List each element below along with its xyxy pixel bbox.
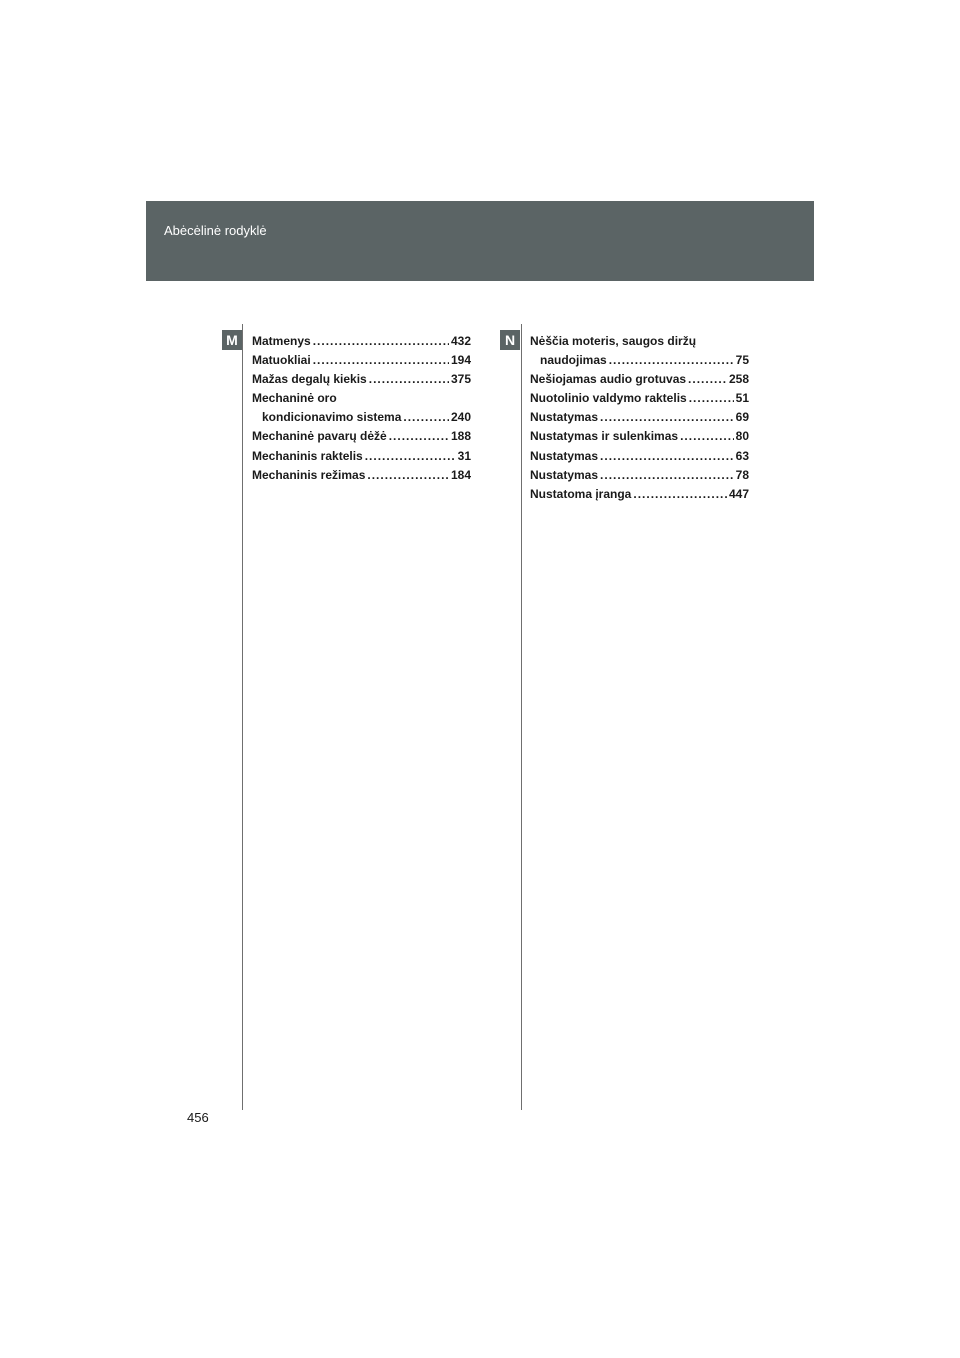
index-entry[interactable] bbox=[252, 427, 471, 446]
index-column-m bbox=[252, 332, 471, 485]
entry-page: 80 bbox=[735, 429, 749, 444]
entry-label: Mechaninis režimas bbox=[252, 467, 366, 482]
column-divider-right bbox=[521, 324, 522, 1110]
entry-page: 78 bbox=[735, 467, 749, 482]
leader-dots bbox=[367, 466, 449, 485]
entry-label: kondicionavimo sistema bbox=[262, 410, 402, 425]
index-entry[interactable] bbox=[252, 466, 471, 485]
index-column-n bbox=[530, 332, 749, 504]
leader-dots bbox=[313, 332, 449, 351]
entry-label: Nustatymas ir sulenkimas bbox=[530, 429, 679, 444]
leader-dots bbox=[403, 408, 449, 427]
entry-page: 432 bbox=[450, 334, 471, 348]
entry-label: Mechaninė oro bbox=[252, 391, 337, 406]
leader-dots bbox=[688, 370, 727, 389]
entry-label: Nustatymas bbox=[530, 448, 599, 463]
index-entry[interactable] bbox=[252, 370, 471, 389]
leader-dots bbox=[365, 447, 456, 466]
section-letter-n: N bbox=[500, 330, 520, 350]
leader-dots bbox=[609, 351, 734, 370]
index-entry[interactable] bbox=[530, 351, 749, 370]
leader-dots bbox=[313, 351, 449, 370]
entry-label: Nustatoma įranga bbox=[530, 486, 632, 501]
index-entry[interactable] bbox=[530, 389, 749, 408]
entry-label: Mechaninė pavarų dėžė bbox=[252, 429, 387, 444]
entry-label: Mažas degalų kiekis bbox=[252, 372, 367, 387]
index-entry[interactable] bbox=[530, 332, 749, 351]
index-entry[interactable] bbox=[252, 447, 471, 466]
entry-label: Matuokliai bbox=[252, 353, 311, 368]
entry-page: 375 bbox=[450, 372, 471, 387]
leader-dots bbox=[633, 485, 727, 504]
entry-label: Nustatymas bbox=[530, 467, 599, 482]
index-entry[interactable] bbox=[252, 332, 471, 351]
entry-page: 75 bbox=[735, 353, 749, 368]
entry-page: 69 bbox=[735, 410, 749, 425]
index-entry[interactable] bbox=[252, 351, 471, 370]
entry-page: 194 bbox=[450, 353, 471, 368]
entry-page: 51 bbox=[735, 391, 749, 406]
entry-page: 240 bbox=[450, 410, 471, 425]
entry-page: 63 bbox=[735, 448, 749, 463]
leader-dots bbox=[369, 370, 449, 389]
section-letter-m: M bbox=[222, 330, 242, 350]
header-title: Abėcėlinė rodyklė bbox=[164, 223, 267, 238]
leader-dots bbox=[680, 427, 734, 446]
leader-dots bbox=[689, 389, 734, 408]
entry-page: 258 bbox=[728, 372, 749, 387]
leader-dots bbox=[600, 447, 734, 466]
column-divider-left bbox=[242, 324, 243, 1110]
leader-dots bbox=[600, 466, 734, 485]
entry-page: 447 bbox=[728, 486, 749, 501]
entry-label: Nėščia moteris, saugos diržų bbox=[530, 334, 697, 348]
leader-dots bbox=[389, 427, 449, 446]
entry-page: 184 bbox=[450, 467, 471, 482]
entry-label: Matmenys bbox=[252, 334, 311, 348]
index-entry[interactable] bbox=[530, 408, 749, 427]
entry-label: naudojimas bbox=[540, 353, 607, 368]
index-entry[interactable] bbox=[252, 408, 471, 427]
entry-label: Nustatymas bbox=[530, 410, 599, 425]
index-entry[interactable] bbox=[530, 447, 749, 466]
index-entry[interactable] bbox=[530, 466, 749, 485]
leader-dots bbox=[600, 408, 734, 427]
entry-page: 188 bbox=[450, 429, 471, 444]
entry-label: Mechaninis raktelis bbox=[252, 448, 363, 463]
page-number: 456 bbox=[187, 1110, 209, 1125]
entry-page: 31 bbox=[457, 448, 471, 463]
entry-label: Nešiojamas audio grotuvas bbox=[530, 372, 687, 387]
index-entry[interactable] bbox=[252, 389, 471, 408]
page-header bbox=[146, 201, 814, 281]
index-entry[interactable] bbox=[530, 485, 749, 504]
index-entry[interactable] bbox=[530, 370, 749, 389]
entry-label: Nuotolinio valdymo raktelis bbox=[530, 391, 687, 406]
index-entry[interactable] bbox=[530, 427, 749, 446]
